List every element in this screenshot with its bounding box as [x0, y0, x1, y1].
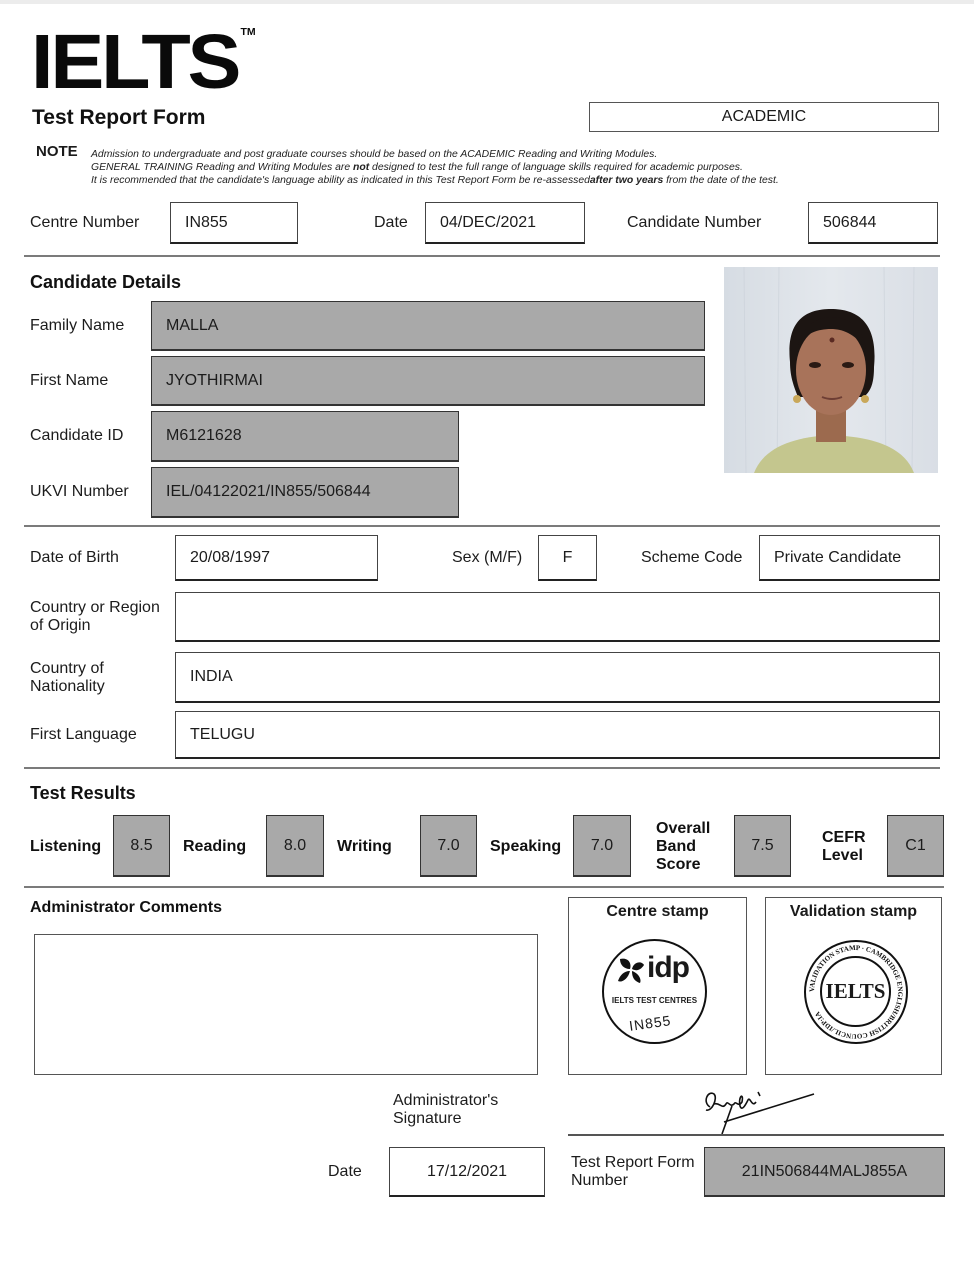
divider	[24, 767, 940, 769]
note-text: Admission to undergraduate and post graduate courses should be based on the ACADEMIC Reading and Writing Modules. GENERAL TRAINING Reading and Writing Modules are not designed to test the full range of language skills required for academic purposes. It is recommended that the candidate's language ability as indicated in this Test Report Form be re-assessedafter two years from the date of the test.	[91, 149, 779, 186]
ukvi-number-label: UKVI Number	[30, 483, 129, 500]
candidate-details-heading: Candidate Details	[30, 272, 182, 292]
trf-number-field: 21IN506844MALJ855A	[704, 1147, 945, 1197]
reading-label: Reading	[183, 838, 247, 855]
cefr-level-score: C1	[887, 815, 944, 877]
speaking-score: 7.0	[573, 815, 631, 877]
seal-ring-text-icon	[806, 942, 906, 1042]
centre-stamp-label: Centre stamp	[606, 903, 709, 920]
signature-mark	[700, 1082, 820, 1137]
origin-label: Country or Region of Origin	[30, 599, 160, 634]
family-name-label: Family Name	[30, 317, 125, 334]
trademark-symbol: TM	[240, 27, 256, 38]
trf-number-label: Test Report Form Number	[571, 1154, 695, 1189]
validation-seal	[804, 940, 908, 1044]
idp-brand: idp	[647, 951, 689, 984]
speaking-label: Speaking	[490, 838, 562, 855]
listening-score: 8.5	[113, 815, 170, 877]
idp-stamp	[602, 939, 707, 1044]
centre-number-field: IN855	[170, 202, 298, 244]
idp-centre-code: IN855	[628, 1012, 673, 1034]
nationality-label: Country of Nationality	[30, 660, 105, 695]
sex-field: F	[538, 535, 597, 581]
test-date-label: Date	[374, 214, 408, 231]
overall-band-label: Overall Band Score	[656, 820, 711, 873]
sex-label: Sex (M/F)	[452, 549, 523, 566]
note-label: NOTE	[36, 143, 78, 160]
svg-text:VALIDATION STAMP · CAMBRIDGE E: VALIDATION STAMP · CAMBRIDGE ENGLISH/BRITISH COUNCIL/IDP:IA	[807, 943, 905, 1041]
candidate-number-field: 506844	[808, 202, 938, 244]
dob-label: Date of Birth	[30, 549, 119, 566]
issue-date-label: Date	[328, 1163, 362, 1180]
test-results-heading: Test Results	[30, 783, 136, 803]
centre-number-label: Centre Number	[30, 214, 140, 231]
candidate-number-label: Candidate Number	[627, 214, 762, 231]
form-title: Test Report Form	[32, 106, 206, 129]
divider	[24, 525, 940, 527]
listening-label: Listening	[30, 838, 102, 855]
scheme-code-field: Private Candidate	[759, 535, 940, 581]
nationality-field: INDIA	[175, 652, 940, 703]
first-name-field: JYOTHIRMAI	[151, 356, 705, 406]
idp-leaf-icon	[616, 955, 646, 985]
overall-band-score: 7.5	[734, 815, 791, 877]
candidate-photo	[724, 267, 938, 473]
first-language-field: TELUGU	[175, 711, 940, 759]
scheme-code-label: Scheme Code	[641, 549, 743, 566]
test-date-field: 04/DEC/2021	[425, 202, 585, 244]
candidate-id-field: M6121628	[151, 411, 459, 462]
admin-comments-box	[34, 934, 538, 1075]
signature-label: Administrator's Signature	[393, 1092, 499, 1127]
reading-score: 8.0	[266, 815, 324, 877]
family-name-field: MALLA	[151, 301, 705, 351]
first-name-label: First Name	[30, 372, 109, 389]
portrait-icon	[724, 267, 938, 473]
divider	[24, 886, 944, 888]
validation-stamp-box	[765, 897, 942, 1075]
centre-stamp-box	[568, 897, 747, 1075]
signature-line	[568, 1134, 944, 1136]
module-field: ACADEMIC	[589, 102, 939, 132]
cefr-level-label: CEFR Level	[822, 829, 866, 864]
dob-field: 20/08/1997	[175, 535, 378, 581]
divider	[24, 255, 940, 257]
origin-field	[175, 592, 940, 642]
validation-stamp-label: Validation stamp	[789, 903, 918, 920]
ukvi-number-field: IEL/04122021/IN855/506844	[151, 467, 459, 518]
candidate-id-label: Candidate ID	[30, 427, 124, 444]
top-edge	[0, 0, 974, 4]
ielts-logo: IELTS ™	[31, 19, 256, 105]
seal-ielts-text: IELTS	[825, 979, 886, 1003]
admin-comments-label: Administrator Comments	[30, 899, 223, 916]
issue-date-field: 17/12/2021	[389, 1147, 545, 1197]
idp-subtitle: IELTS TEST CENTRES	[611, 996, 698, 1005]
writing-label: Writing	[337, 838, 392, 855]
first-language-label: First Language	[30, 726, 137, 743]
writing-score: 7.0	[420, 815, 477, 877]
